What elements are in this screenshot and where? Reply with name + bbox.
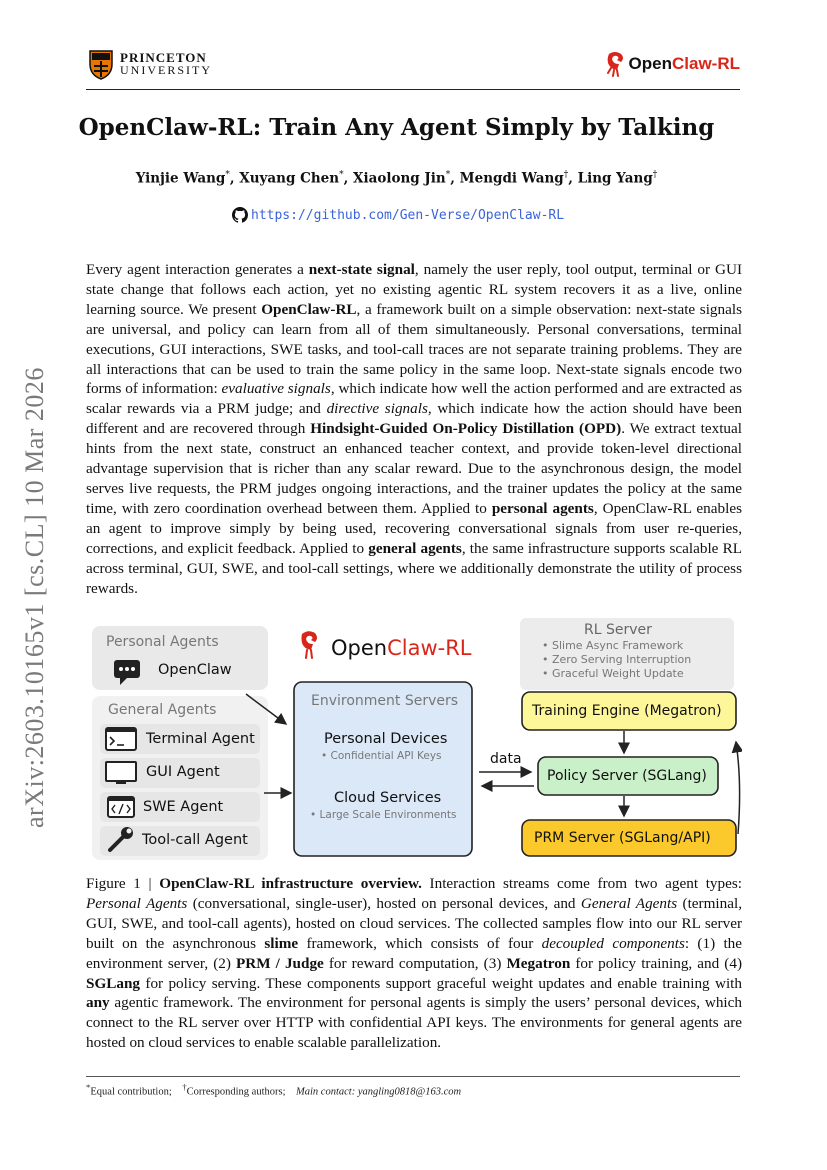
author-mark: † [652,170,658,180]
abstract-run: , a framework built on a simple observation: next-state signals are universal, and policy can learn from all of them simultaneously. Personal conversations, terminal executions, GUI interactions, SWE tasks, and tool-call traces are not separate training problems. They are all interactions that can be used to train the same policy in the same loop. Next-state signals encode two forms of information: [86,300,742,398]
rl-bullet-2: • Zero Serving Interruption [542,653,692,666]
abstract-run: general agents [368,539,462,557]
abstract-run: next-state signal [308,261,415,278]
rl-server-title: RL Server [584,622,652,638]
rl-bullet-3: • Graceful Weight Update [542,667,684,680]
caption-run: PRM / Judge [236,954,324,972]
author-list: Yinjie Wang*, Xuyang Chen*, Xiaolong Jin*, Mengdi Wang†, Ling Yang† [135,170,658,187]
author-name: Mengdi Wang [459,170,564,187]
general-agents-title: General Agents [108,702,217,718]
abstract [86,260,742,598]
cloud-services-sub: • Large Scale Environments [310,809,457,821]
env-servers-title: Environment Servers [311,693,459,709]
abstract-run: Hindsight-Guided On-Policy Distillation (OPD) [310,420,622,438]
brand-prefix: Open [628,54,672,73]
caption-run: for reward computation, (3) [323,954,507,972]
brand-suffix: Claw-RL [672,54,740,73]
footnote-equal: Equal contribution; [90,1086,172,1098]
figure-caption [86,874,742,1053]
abstract-run: Every agent interaction generates a [86,261,309,278]
caption-run: framework, which consists of four [298,934,542,952]
personal-devices-label: Personal Devices [324,731,448,747]
footnote: *Equal contribution; †Corresponding authors; Main contact: yangling0818@163.com [86,1082,462,1098]
github-icon [232,207,248,223]
caption-run: (conversational, single-user), hosted on personal devices, and [187,894,581,912]
caption-run: General Agents [580,894,678,912]
caption-run: Megatron [506,954,571,972]
personal-devices-sub: • Confidential API Keys [321,750,442,762]
caption-run: OpenClaw-RL infrastructure overview. [159,875,422,892]
training-engine-label: Training Engine (Megatron) [532,703,722,719]
policy-server-label: Policy Server (SGLang) [547,768,707,784]
gui-agent-label: GUI Agent [146,764,220,780]
openclaw-label: OpenClaw [158,662,232,678]
caption-run: for policy training, and (4) [570,954,743,972]
paper-title: OpenClaw-RL: Train Any Agent Simply by Talking [78,114,715,141]
author-name: Yinjie Wang [135,170,226,187]
footnote-rule [86,1076,740,1077]
university-line2: UNIVERSITY [120,63,212,77]
caption-run: any [86,994,110,1012]
monitor-icon [106,762,136,783]
abstract-run: , the same infrastructure supports scalable RL across terminal, GUI, SWE, and tool-call settings, where we additionally demonstrate the utility of process rewards. [86,539,742,597]
author-name: Xiaolong Jin [352,170,446,187]
author-name: Ling Yang [577,170,653,187]
abstract-run: personal agents [491,499,594,517]
abstract-run: . We extract textual hints from the next state, construct an enhanced teacher context, and provide token-level directional advantage supervision that is richer than any scalar reward. Due to the asynchronous design, the model serves live requests, the PRM judges ongoing interactions, and the trainer updates the policy at the same time, with zero coordination overhead between them. Applied to [86,420,742,517]
abstract-run: OpenClaw-RL [261,300,357,318]
footnote-corresponding: Corresponding authors; [186,1086,286,1098]
princeton-shield-icon [88,48,114,80]
caption-run: Interaction streams come from two agent types: [421,875,742,892]
author-mark: * [445,170,451,180]
abstract-run: directive signals [326,400,428,418]
code-icon [108,797,134,817]
github-link[interactable] [232,207,564,223]
figure-1 [86,612,742,868]
abstract-run: , OpenClaw-RL enables an agent to improve simply by being used, recovering conversational signals from user re-queries, corrections, and explicit feedback. Applied to [86,499,742,557]
caption-run: decoupled components [541,934,685,952]
github-url[interactable]: https://github.com/Gen-Verse/OpenClaw-RL [251,207,565,223]
page-header [86,44,740,90]
author-name: Xuyang Chen [239,170,340,187]
abstract-run: , which indicate how the action should have been different and are recovered through [86,400,742,438]
openclaw-logo [605,50,740,78]
swe-agent-label: SWE Agent [143,799,224,815]
author-mark: * [225,170,230,180]
footnote-contact: Main contact: yangling0818@163.com [296,1086,462,1098]
abstract-run: , namely the user reply, tool output, terminal or GUI state change that follows each action, yet no existing agentic RL system recovers it as a live, online learning source. We present [86,261,742,318]
personal-agents-title: Personal Agents [106,634,219,650]
figure-logo-prefix: Open [331,636,388,660]
figure-claw-icon [302,631,318,658]
caption-run: for policy serving. These components support graceful weight updates and enable training with [140,974,742,992]
caption-run: Figure 1 | [86,875,160,892]
rl-bullet-1: • Slime Async Framework [542,639,684,652]
terminal-agent-label: Terminal Agent [146,731,255,747]
terminal-icon [106,728,136,750]
data-label: data [490,751,522,767]
princeton-logo [88,48,212,80]
university-line1: PRINCETON [120,50,207,65]
author-mark: † [563,170,569,180]
figure-logo-suffix: Claw-RL [387,636,472,660]
toolcall-agent-label: Tool-call Agent [142,832,248,848]
caption-run: (terminal, GUI, SWE, and tool-call agents), hosted on cloud services. The collected samples flow into our RL server built on the asynchronous [86,894,742,952]
caption-run: Personal Agents [86,894,188,912]
caption-run: agentic framework. The environment for personal agents is simply the users’ personal devices, which connect to the RL server over HTTP with confidential API keys. The environments for general agents are hosted on cloud services to enable scalable parallelization. [86,994,742,1052]
prm-server-label: PRM Server (SGLang/API) [534,830,711,846]
cloud-services-label: Cloud Services [334,790,442,806]
abstract-run: evaluative signals [221,380,331,398]
arxiv-stamp: arXiv:2603.10165v1 [cs.CL] 10 Mar 2026 [20,367,49,828]
arrow-prm-to-training [736,742,740,834]
claw-icon [605,50,627,78]
caption-run: SGLang [86,974,141,992]
author-mark: * [339,170,344,180]
caption-run: : (1) the environment server, (2) [86,934,743,972]
abstract-run: , which indicate how well the action performed and are extracted as scalar rewards via a PRM judge; and [86,380,743,418]
figure-logo [331,636,472,660]
caption-run: slime [264,934,299,952]
